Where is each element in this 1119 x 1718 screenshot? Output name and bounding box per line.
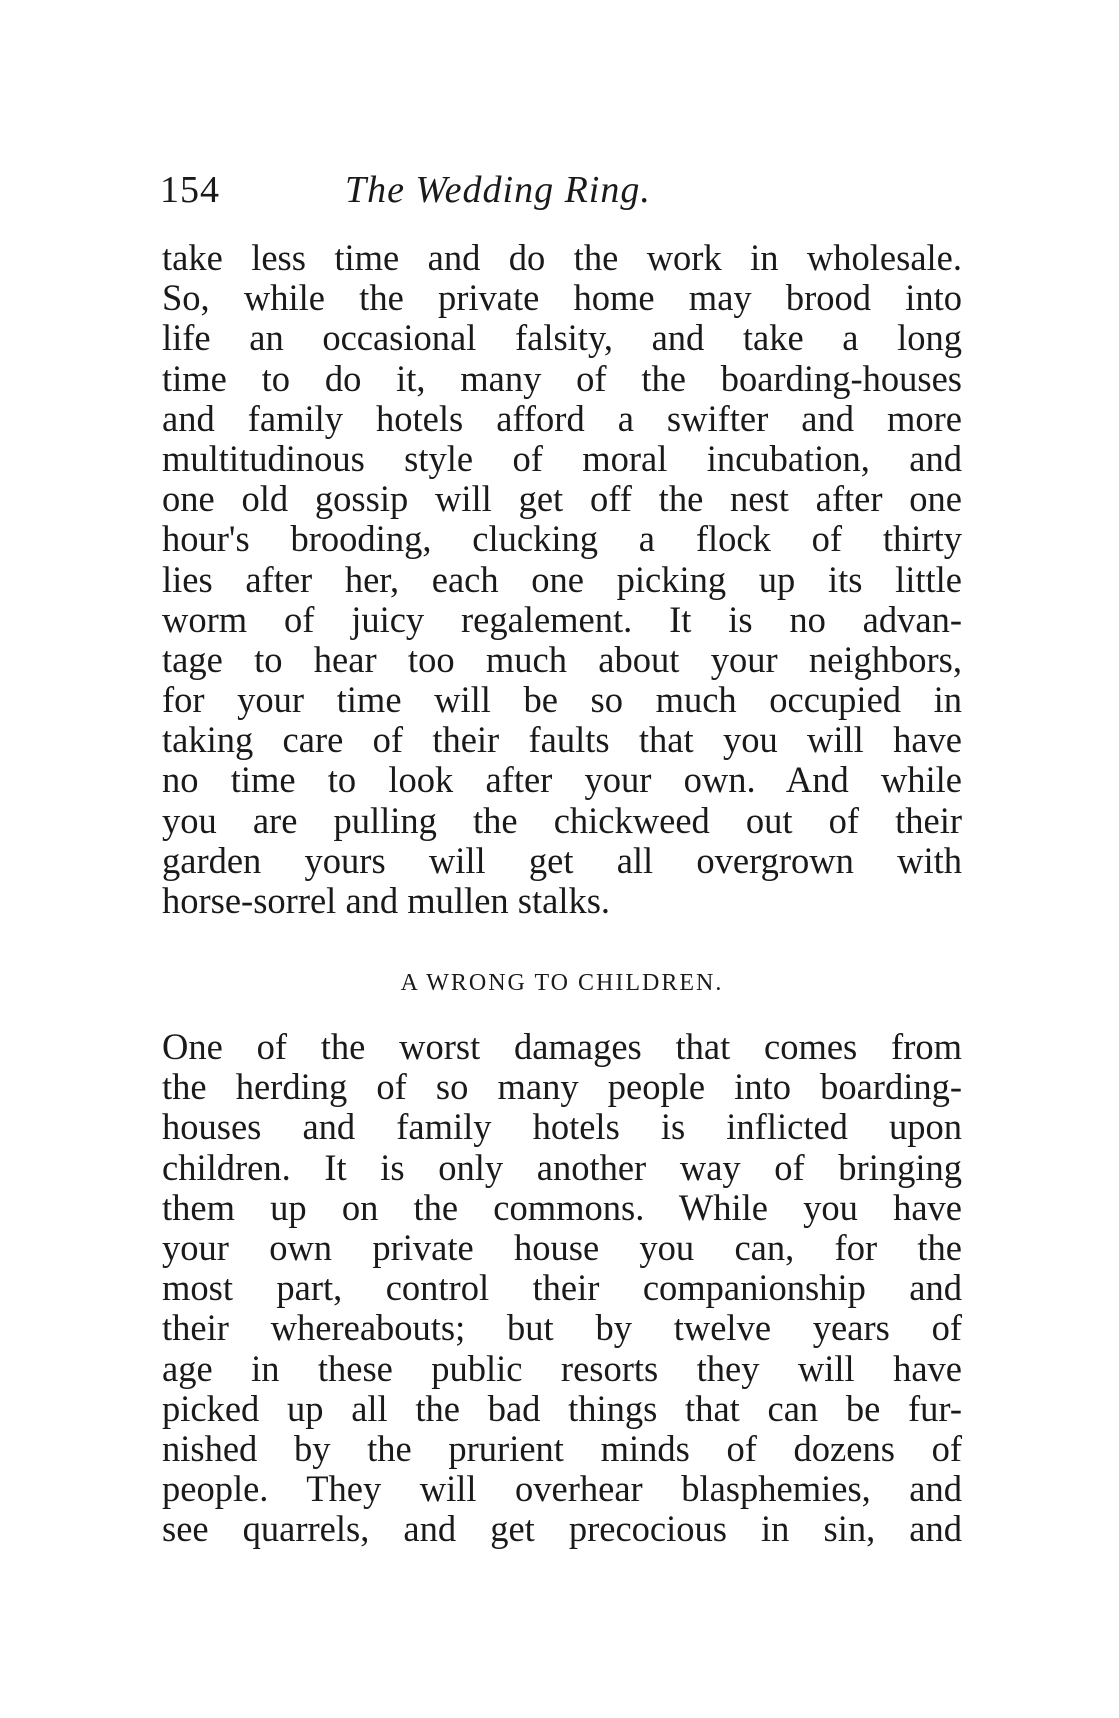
text-line: nished by the prurient minds of dozens of	[162, 1428, 962, 1469]
text-line: picked up all the bad things that can be fur-	[162, 1388, 962, 1429]
text-line: garden yours will get all overgrown with	[162, 840, 962, 881]
text-line: horse-sorrel and mullen stalks.	[162, 881, 611, 921]
running-title: The Wedding Ring.	[345, 169, 651, 211]
text-line: taking care of their faults that you will have	[162, 720, 962, 761]
text-line: and family hotels afford a swifter and more	[162, 398, 962, 439]
text-line: one old gossip will get off the nest after one	[162, 479, 962, 520]
text-line: no time to look after your own. And while	[162, 760, 962, 801]
text-line: life an occasional falsity, and take a long	[162, 318, 962, 359]
text-line: children. It is only another way of bringing	[162, 1147, 962, 1188]
text-line: So, while the private home may brood into	[162, 278, 962, 319]
text-line: most part, control their companionship and	[162, 1268, 962, 1309]
text-line: your own private house you can, for the	[162, 1227, 962, 1268]
text-line: time to do it, many of the boarding-houses	[162, 358, 962, 399]
text-line: people. They will overhear blasphemies, and	[162, 1469, 962, 1510]
paragraph-one	[162, 238, 962, 921]
running-head	[160, 165, 960, 215]
text-line: worm of juicy regalement. It is no advan-	[162, 599, 962, 640]
text-line: take less time and do the work in wholesale.	[162, 238, 962, 278]
text-line: age in these public resorts they will have	[162, 1348, 962, 1389]
text-line: lies after her, each one picking up its little	[162, 559, 962, 600]
page-number: 154	[160, 169, 220, 211]
text-line: hour's brooding, clucking a flock of thirty	[162, 519, 962, 560]
text-line: for your time will be so much occupied in	[162, 680, 962, 721]
text-line: tage to hear too much about your neighbors,	[162, 639, 962, 680]
paragraph-two	[162, 1027, 962, 1549]
text-line: houses and family hotels is inflicted upon	[162, 1107, 962, 1148]
text-line: One of the worst damages that comes from	[162, 1027, 962, 1067]
section-heading: A WRONG TO CHILDREN.	[400, 970, 724, 996]
text-line: them up on the commons. While you have	[162, 1187, 962, 1228]
text-line: the herding of so many people into boarding-	[162, 1067, 962, 1108]
text-line: you are pulling the chickweed out of their	[162, 800, 962, 841]
text-line: their whereabouts; but by twelve years of	[162, 1308, 962, 1349]
text-line: see quarrels, and get precocious in sin, and	[162, 1509, 962, 1550]
text-line: multitudinous style of moral incubation, and	[162, 438, 962, 479]
